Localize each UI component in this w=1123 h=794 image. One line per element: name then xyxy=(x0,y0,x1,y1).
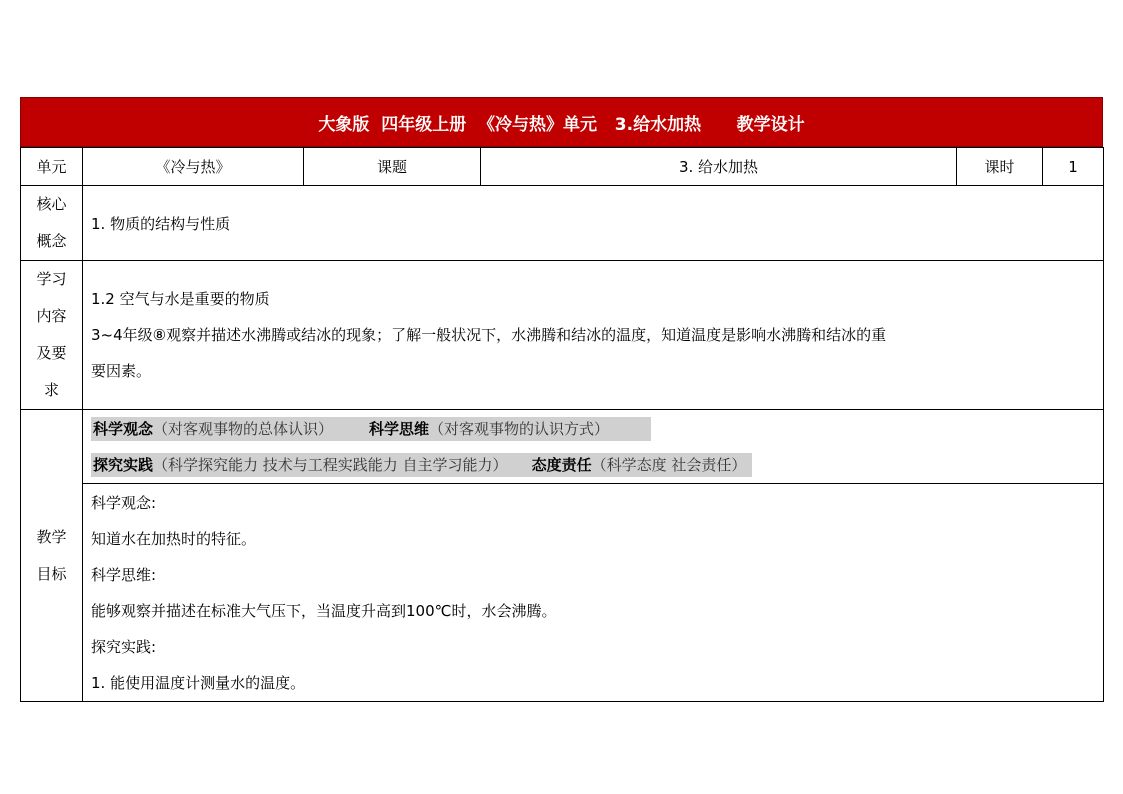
goal-line: 能够观察并描述在标准大气压下，当温度升高到100℃时，水会沸腾。 xyxy=(91,601,557,620)
core-literacy-cell xyxy=(83,410,1104,484)
goal-line: 知道水在加热时的特征。 xyxy=(91,529,257,548)
goal-line: 科学观念: xyxy=(91,493,157,512)
period-label: 课时 xyxy=(957,148,1043,186)
core-concept-row xyxy=(21,186,1104,261)
core-concept-text: 1. 物质的结构与性质 xyxy=(83,186,1104,261)
unit-label: 单元 xyxy=(21,148,83,186)
learning-requirements-text: 1.2 空气与水是重要的物质 3~4年级⑧观察并描述水沸腾或结冰的现象；了解一般状况下，水沸腾和结冰的温度，知道温度是影响水沸腾和结冰的重 要因素。 xyxy=(83,261,1104,410)
core-concept-label: 核心 概念 xyxy=(21,186,83,261)
period-value: 1 xyxy=(1043,148,1104,186)
core-literacy-row xyxy=(21,410,1104,484)
lesson-plan-document xyxy=(20,97,1103,702)
unit-value: 《冷与热》 xyxy=(83,148,304,186)
topic-value: 3. 给水加热 xyxy=(481,148,957,186)
lesson-plan-table xyxy=(20,147,1104,702)
literacy-practice-tag: 探究实践（科学探究能力 技术与工程实践能力 自主学习能力） 态度责任（科学态度 社会责任） xyxy=(91,453,752,477)
teaching-goals-label: 教学 目标 xyxy=(21,410,83,702)
learning-requirements-label: 学习 内容 及要 求 xyxy=(21,261,83,410)
topic-label: 课题 xyxy=(304,148,481,186)
literacy-concept-tag: 科学观念（对客观事物的总体认识） 科学思维（对客观事物的认识方式） xyxy=(91,417,651,441)
goal-line: 科学思维: xyxy=(91,565,157,584)
goals-detail-cell xyxy=(83,484,1104,702)
learning-requirements-row xyxy=(21,261,1104,410)
document-title: 大象版 四年级上册 《冷与热》单元 3.给水加热 教学设计 xyxy=(20,97,1103,147)
goal-line: 1. 能使用温度计测量水的温度。 xyxy=(91,673,306,692)
info-row xyxy=(21,148,1104,186)
goal-line: 探究实践: xyxy=(91,637,157,656)
goals-detail-row xyxy=(21,484,1104,702)
